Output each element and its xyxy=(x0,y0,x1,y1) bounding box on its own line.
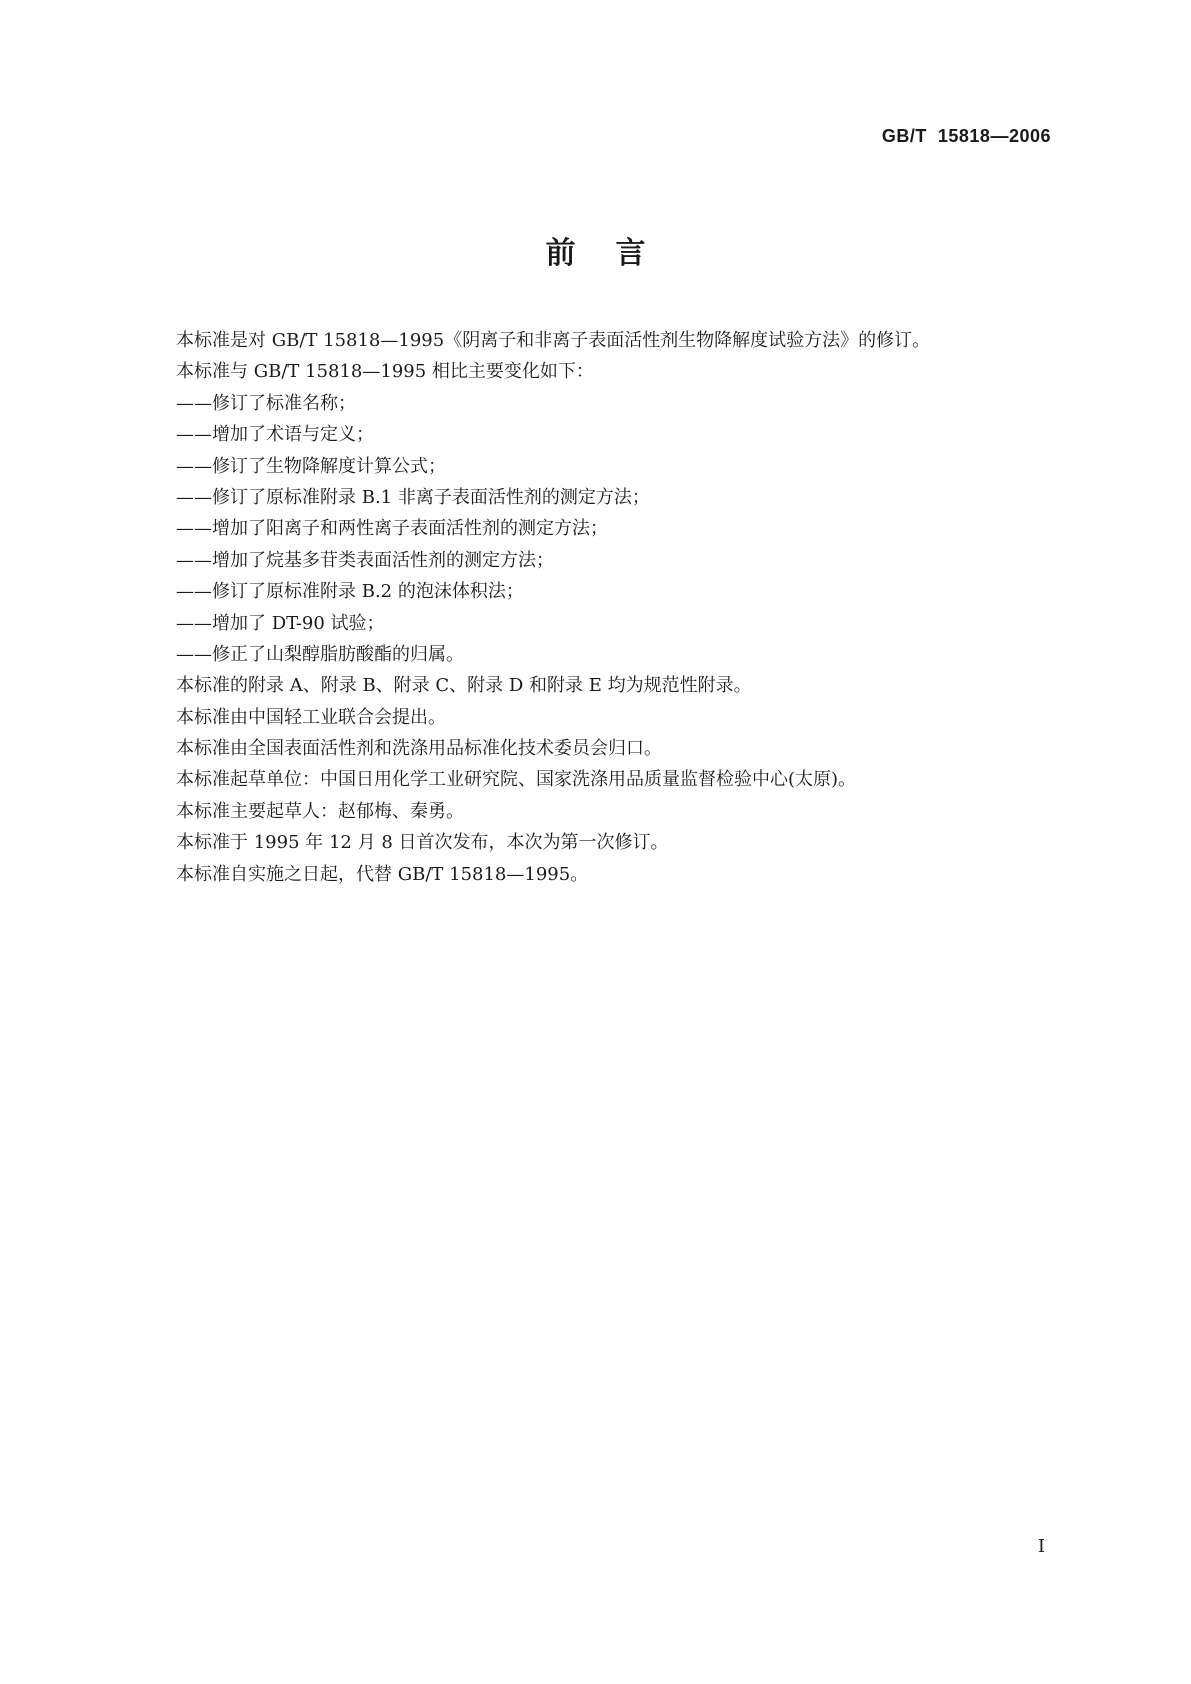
change-item: ——增加了烷基多苷类表面活性剂的测定方法； xyxy=(176,549,554,571)
paragraph-line: 本标准起草单位：中国日用化学工业研究院、国家洗涤用品质量监督检验中心(太原)。 xyxy=(176,769,857,791)
foreword-body xyxy=(176,325,1036,890)
change-item: ——修正了山梨醇脂肪酸酯的归属。 xyxy=(176,643,464,665)
change-item: ——修订了原标准附录 B.1 非离子表面活性剂的测定方法； xyxy=(176,486,650,508)
change-item: ——增加了术语与定义； xyxy=(176,424,374,446)
change-item: ——修订了标准名称； xyxy=(176,392,356,414)
change-item: ——增加了阳离子和两性离子表面活性剂的测定方法； xyxy=(176,518,608,540)
page-number: I xyxy=(1037,1536,1045,1557)
change-item: ——修订了原标准附录 B.2 的泡沫体积法； xyxy=(176,581,524,603)
page-title: 前言 xyxy=(545,236,686,271)
paragraph-line: 本标准自实施之日起，代替 GB/T 15818—1995。 xyxy=(176,863,589,885)
paragraph-line: 本标准与 GB/T 15818—1995 相比主要变化如下： xyxy=(176,361,594,383)
paragraph-line: 本标准主要起草人：赵郁梅、秦勇。 xyxy=(176,800,464,822)
change-item: ——增加了 DT-90 试验； xyxy=(176,612,385,634)
standard-code: GB/T 15818—2006 xyxy=(881,126,1051,146)
change-item: ——修订了生物降解度计算公式； xyxy=(176,455,446,477)
paragraph-line: 本标准由全国表面活性剂和洗涤用品标准化技术委员会归口。 xyxy=(176,738,662,760)
paragraph-line: 本标准的附录 A、附录 B、附录 C、附录 D 和附录 E 均为规范性附录。 xyxy=(176,675,752,697)
paragraph-line: 本标准由中国轻工业联合会提出。 xyxy=(176,706,446,728)
paragraph-line: 本标准于 1995 年 12 月 8 日首次发布，本次为第一次修订。 xyxy=(176,832,669,854)
paragraph-line: 本标准是对 GB/T 15818—1995《阴离子和非离子表面活性剂生物降解度试验方法》的修订。 xyxy=(176,330,931,351)
